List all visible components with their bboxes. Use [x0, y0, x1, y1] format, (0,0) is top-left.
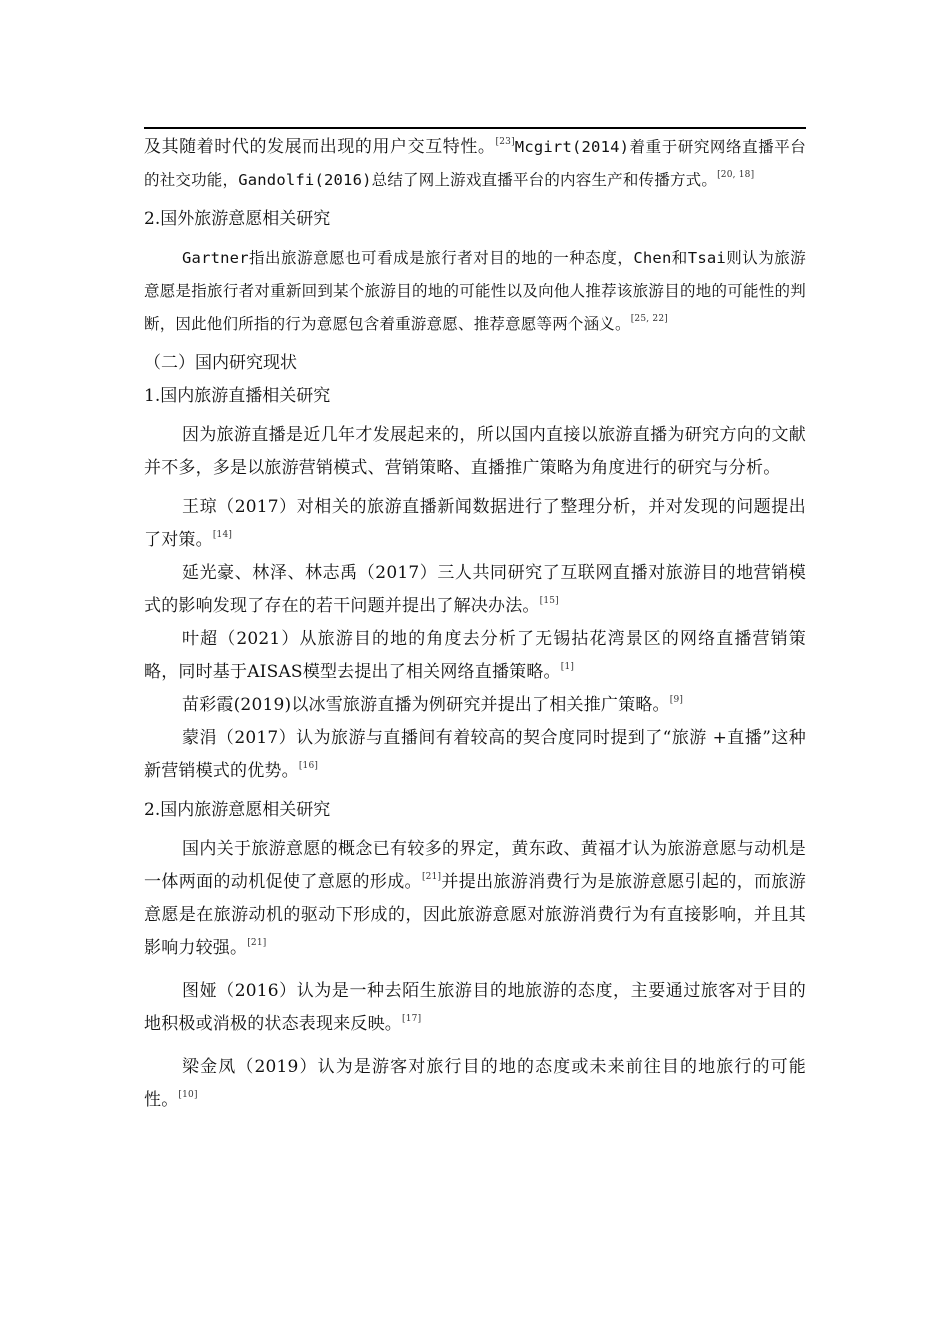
- citation: [1]: [560, 662, 575, 672]
- citation: [10]: [178, 1090, 198, 1100]
- paragraph-text: 图娅（2016）认为是一种去陌生旅游目的地旅游的态度，主要通过旅客对于目的地积极或消极的状态表现来反映。: [144, 981, 806, 1034]
- citation: [21]: [247, 938, 267, 948]
- paragraph-yan: [144, 557, 806, 623]
- section-heading-domestic-intention: 2.国内旅游意愿相关研究: [144, 800, 331, 820]
- paragraph-text: 延光豪、林泽、林志禹（2017）三人共同研究了互联网直播对旅游目的地营销模式的影响发现了存在的若干问题并提出了解决办法。: [144, 563, 806, 616]
- paragraph-liang: [144, 1051, 806, 1117]
- paragraph-meng: [144, 722, 806, 788]
- header-rule: [144, 127, 806, 129]
- paragraph-text: Mcgirt(2014)着重于研究网络直播平台的社交功能，Gandolfi(2016)总结了网上游戏直播平台的内容生产和传播方式。: [144, 138, 806, 189]
- paragraph-wang: [144, 491, 806, 557]
- section-heading-domestic: （二）国内研究现状: [144, 353, 297, 373]
- paragraph-foreign-intention: [144, 242, 806, 341]
- paragraph-miao: [144, 689, 806, 722]
- paragraph-text: Gartner指出旅游意愿也可看成是旅行者对目的地的一种态度，Chen和Tsai则认为旅游意愿是指旅行者对重新回到某个旅游目的地的可能性以及向他人推荐该旅游目的地的可能性的判断，因此他们所指的行为意愿包含着重游意愿、推荐意愿等两个涵义。: [144, 249, 806, 333]
- citation: [23]: [495, 137, 515, 147]
- section-heading-foreign-intention: 2.国外旅游意愿相关研究: [144, 209, 331, 229]
- section-heading-domestic-live: 1.国内旅游直播相关研究: [144, 386, 331, 406]
- citation: [21]: [421, 872, 442, 882]
- paragraph-text: 王琼（2017）对相关的旅游直播新闻数据进行了整理分析，并对发现的问题提出了对策。: [144, 497, 806, 550]
- paragraph-tuya: [144, 975, 806, 1041]
- document-body: [144, 131, 806, 1117]
- paragraph-text: 并提出旅游消费行为是旅游意愿引起的，而旅游意愿是在旅游动机的驱动下形成的，因此旅游意愿对旅游消费行为有直接影响，并且其影响力较强。: [144, 872, 807, 958]
- paragraph-text: 国内关于旅游意愿的概念已有较多的界定，黄东政、黄福才认为旅游意愿与动机是一体两面的动机促使了意愿的形成。: [144, 839, 806, 892]
- citation: [14]: [212, 530, 233, 540]
- paragraph-text: 梁金凤（2019）认为是游客对旅行目的地的态度或未来前往目的地旅行的可能性。: [144, 1057, 806, 1110]
- citation: [20, 18]: [717, 170, 755, 180]
- paragraph-text: 叶超（2021）从旅游目的地的角度去分析了无锡拈花湾景区的网络直播营销策略，同时基于AISAS模型去提出了相关网络直播策略。: [144, 629, 806, 682]
- paragraph-ye: [144, 623, 806, 689]
- paragraph-continued: [144, 131, 806, 197]
- paragraph-text: 苗彩霞(2019)以冰雪旅游直播为例研究并提出了相关推广策略。: [182, 695, 670, 715]
- citation: [25, 22]: [630, 314, 668, 324]
- paragraph-text: 及其随着时代的发展而出现的用户交互特性。: [144, 137, 496, 157]
- citation: [9]: [669, 695, 684, 705]
- paragraph-domestic-intention: [144, 833, 806, 965]
- citation: [15]: [539, 596, 559, 606]
- paragraph-text: 蒙涓（2017）认为旅游与直播间有着较高的契合度同时提到了“旅游 +直播”这种新营销模式的优势。: [144, 728, 806, 781]
- citation: [16]: [298, 761, 319, 771]
- citation: [17]: [402, 1014, 422, 1024]
- paragraph-domestic-intro: 因为旅游直播是近几年才发展起来的，所以国内直接以旅游直播为研究方向的文献并不多，多是以旅游营销模式、营销策略、直播推广策略为角度进行的研究与分析。: [144, 425, 806, 478]
